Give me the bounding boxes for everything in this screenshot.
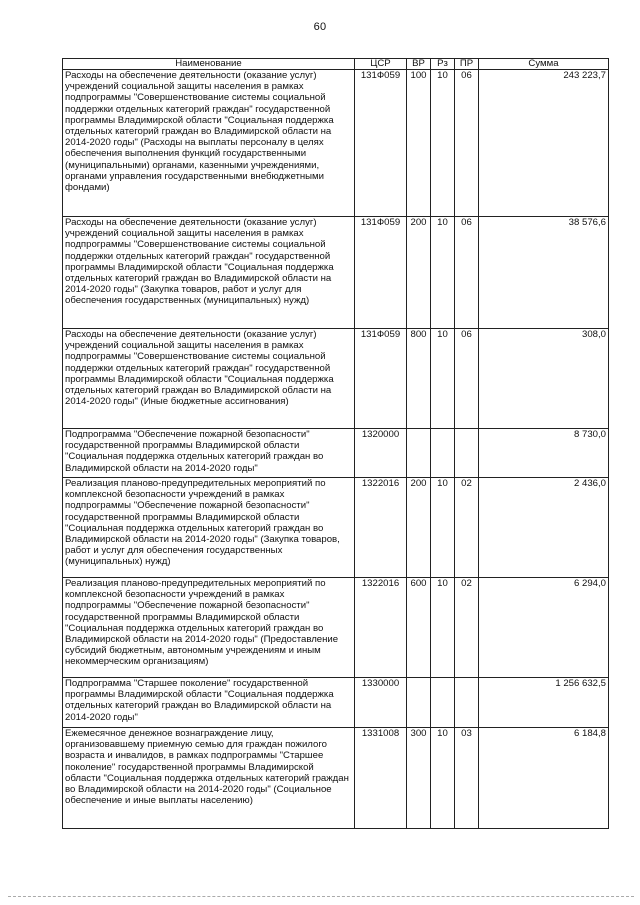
row-csr: 1331008: [355, 728, 407, 829]
row-pr: 06: [455, 217, 479, 329]
row-name: Подпрограмма "Старшее поколение" государственной программы Владимирской области "Социальная поддержка отдельных категорий граждан во Владимирской области на 2014-2020 годы": [63, 678, 355, 728]
header-rz: Рз: [431, 59, 455, 70]
row-sum: 6 294,0: [479, 578, 609, 678]
row-pr: 03: [455, 728, 479, 829]
header-csr: ЦСР: [355, 59, 407, 70]
row-sum: 2 436,0: [479, 478, 609, 578]
row-pr: 02: [455, 478, 479, 578]
row-csr: 1320000: [355, 429, 407, 478]
row-sum: 243 223,7: [479, 70, 609, 217]
row-name: Ежемесячное денежное вознаграждение лицу, организовавшему приемную семью для граждан пожилого возраста и инвалидов, в рамках подпрограммы "Старшее поколение" государственной программы Владимирской области "Социальная поддержка отдельных категорий граждан во Владимирской области на 2014-2020 годы" (Социальное обеспечение и иные выплаты населению): [63, 728, 355, 829]
table-row: [63, 578, 609, 678]
row-name: Реализация планово-предупредительных мероприятий по комплексной безопасности учреждений в рамках подпрограммы "Обеспечение пожарной безопасности" государственной программы Владимирской области "Социальная поддержка отдельных категорий граждан во Владимирской области на 2014-2020 годы" (Закупка товаров, работ и услуг для обеспечения государственных (муниципальных) нужд): [63, 478, 355, 578]
row-vr: 300: [407, 728, 431, 829]
row-vr: 800: [407, 329, 431, 429]
row-rz: [431, 678, 455, 728]
row-csr: 1330000: [355, 678, 407, 728]
table-row: [63, 329, 609, 429]
row-pr: 02: [455, 578, 479, 678]
page-bottom-rule: [8, 896, 634, 898]
budget-table: [62, 58, 609, 829]
row-csr: 131Ф059: [355, 70, 407, 217]
row-sum: 308,0: [479, 329, 609, 429]
row-name: Расходы на обеспечение деятельности (оказание услуг) учреждений социальной защиты населения в рамках подпрограммы "Совершенствование системы социальной поддержки отдельных категорий граждан" государственной программы Владимирской области "Социальная поддержка отдельных категорий граждан во Владимирской области на 2014-2020 годы" (Расходы на выплаты персоналу в целях обеспечения выполнения функций государственными (муниципальными) органами, казенными учреждениями, органами управления государственными внебюджетными фондами): [63, 70, 355, 217]
row-rz: 10: [431, 70, 455, 217]
row-rz: 10: [431, 217, 455, 329]
row-rz: [431, 429, 455, 478]
row-rz: 10: [431, 578, 455, 678]
table-row: [63, 678, 609, 728]
table-row: [63, 217, 609, 329]
table-row: [63, 478, 609, 578]
row-vr: 100: [407, 70, 431, 217]
row-vr: 200: [407, 217, 431, 329]
row-name: Расходы на обеспечение деятельности (оказание услуг) учреждений социальной защиты населения в рамках подпрограммы "Совершенствование системы социальной поддержки отдельных категорий граждан" государственной программы Владимирской области "Социальная поддержка отдельных категорий граждан во Владимирской области на 2014-2020 годы" (Закупка товаров, работ и услуг для обеспечения государственных (муниципальных) нужд): [63, 217, 355, 329]
row-name: Реализация планово-предупредительных мероприятий по комплексной безопасности учреждений в рамках подпрограммы "Обеспечение пожарной безопасности" государственной программы Владимирской области "Социальная поддержка отдельных категорий граждан во Владимирской области на 2014-2020 годы" (Предоставление субсидий бюджетным, автономным учреждениям и иным некоммерческим организациям): [63, 578, 355, 678]
header-name: Наименование: [63, 59, 355, 70]
row-sum: 1 256 632,5: [479, 678, 609, 728]
row-name: Подпрограмма "Обеспечение пожарной безопасности" государственной программы Владимирской области "Социальная поддержка отдельных категорий граждан во Владимирской области на 2014-2020 годы": [63, 429, 355, 478]
row-vr: 200: [407, 478, 431, 578]
row-csr: 1322016: [355, 478, 407, 578]
row-pr: [455, 678, 479, 728]
row-name: Расходы на обеспечение деятельности (оказание услуг) учреждений социальной защиты населения в рамках подпрограммы "Совершенствование системы социальной поддержки отдельных категорий граждан" государственной программы Владимирской области "Социальная поддержка отдельных категорий граждан во Владимирской области на 2014-2020 годы" (Иные бюджетные ассигнования): [63, 329, 355, 429]
row-pr: 06: [455, 70, 479, 217]
row-sum: 38 576,6: [479, 217, 609, 329]
table-header-row: [63, 59, 609, 70]
page-number: 60: [313, 21, 327, 33]
row-vr: [407, 678, 431, 728]
row-rz: 10: [431, 728, 455, 829]
row-pr: [455, 429, 479, 478]
table-row: [63, 728, 609, 829]
header-pr: ПР: [455, 59, 479, 70]
row-sum: 6 184,8: [479, 728, 609, 829]
row-rz: 10: [431, 478, 455, 578]
table-row: [63, 429, 609, 478]
row-csr: 131Ф059: [355, 217, 407, 329]
header-vr: ВР: [407, 59, 431, 70]
row-csr: 1322016: [355, 578, 407, 678]
row-sum: 8 730,0: [479, 429, 609, 478]
row-pr: 06: [455, 329, 479, 429]
row-rz: 10: [431, 329, 455, 429]
row-csr: 131Ф059: [355, 329, 407, 429]
header-sum: Сумма: [479, 59, 609, 70]
table-row: [63, 70, 609, 217]
row-vr: 600: [407, 578, 431, 678]
row-vr: [407, 429, 431, 478]
